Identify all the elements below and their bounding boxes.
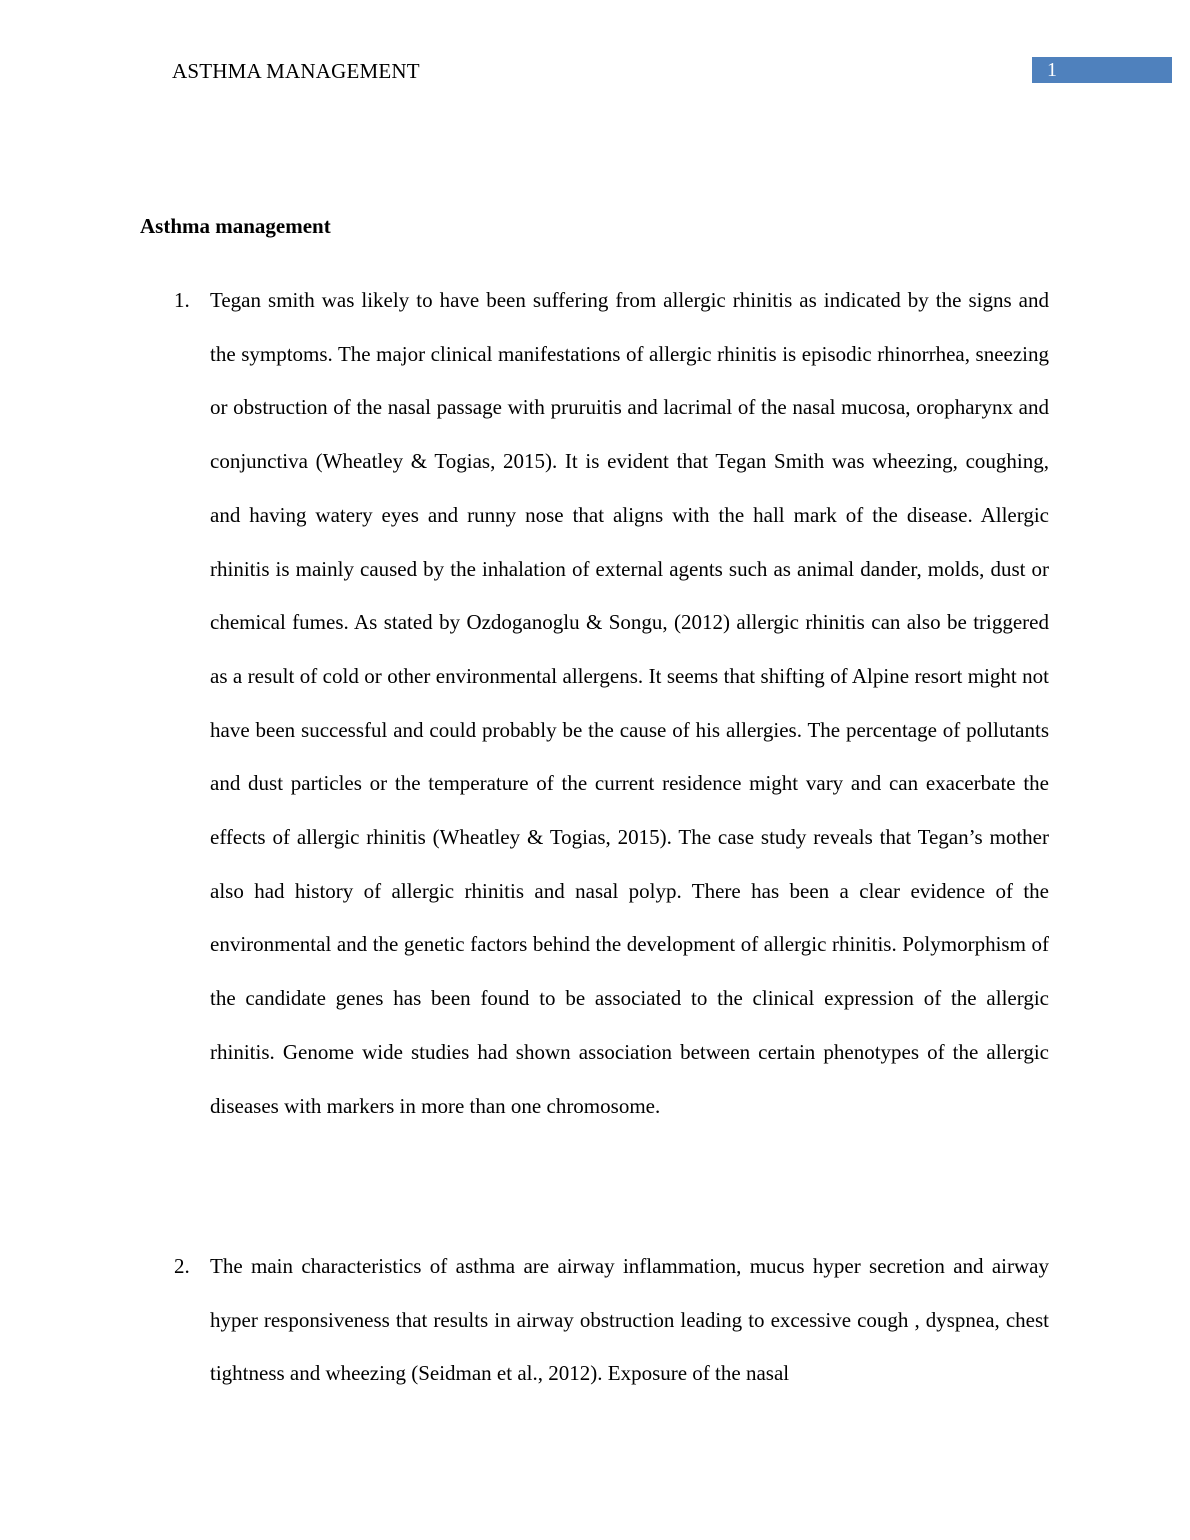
page-number-badge — [1032, 57, 1172, 83]
list-item-number: 2. — [174, 1254, 190, 1278]
page-number: 1 — [1047, 59, 1057, 81]
list-item-number: 1. — [174, 288, 190, 312]
running-head-title: ASTHMA MANAGEMENT — [172, 59, 420, 83]
list-item-text: Tegan smith was likely to have been suffering from allergic rhinitis as indicated by the signs and the symptoms. The major clinical manifestations of allergic rhinitis is episodic rhinorrhea, sneezing or obstruction of the nasal passage with pruruitis and lacrimal of the nasal mucosa, oropharynx and conjunctiva (Wheatley & Togias, 2015). It is evident that Tegan Smith was wheezing, coughing, and having watery eyes and runny nose that aligns with the hall mark of the disease. Allergic rhinitis is mainly caused by the inhalation of external agents such as animal dander, molds, dust or chemical fumes. As stated by Ozdoganoglu & Songu, (2012) allergic rhinitis can also be triggered as a result of cold or other environmental allergens. It seems that shifting of Alpine resort might not have been successful and could probably be the cause of his allergies. The percentage of pollutants and dust particles or the temperature of the current residence might vary and can exacerbate the effects of allergic rhinitis (Wheatley & Togias, 2015). The case study reveals that Tegan’s mother also had history of allergic rhinitis and nasal polyp. There has been a clear evidence of the environmental and the genetic factors behind the development of allergic rhinitis. Polymorphism of the candidate genes has been found to be associated to the clinical expression of the allergic rhinitis. Genome wide studies had shown association between certain phenotypes of the allergic diseases with markers in more than one chromosome. — [210, 288, 1049, 1118]
document-heading: Asthma management — [140, 214, 331, 238]
list-item-text: The main characteristics of asthma are airway inflammation, mucus hyper secretion and airway hyper responsiveness that results in airway obstruction leading to excessive cough , dyspnea, chest tightness and wheezing (Seidman et al., 2012). Exposure of the nasal — [210, 1254, 1049, 1386]
